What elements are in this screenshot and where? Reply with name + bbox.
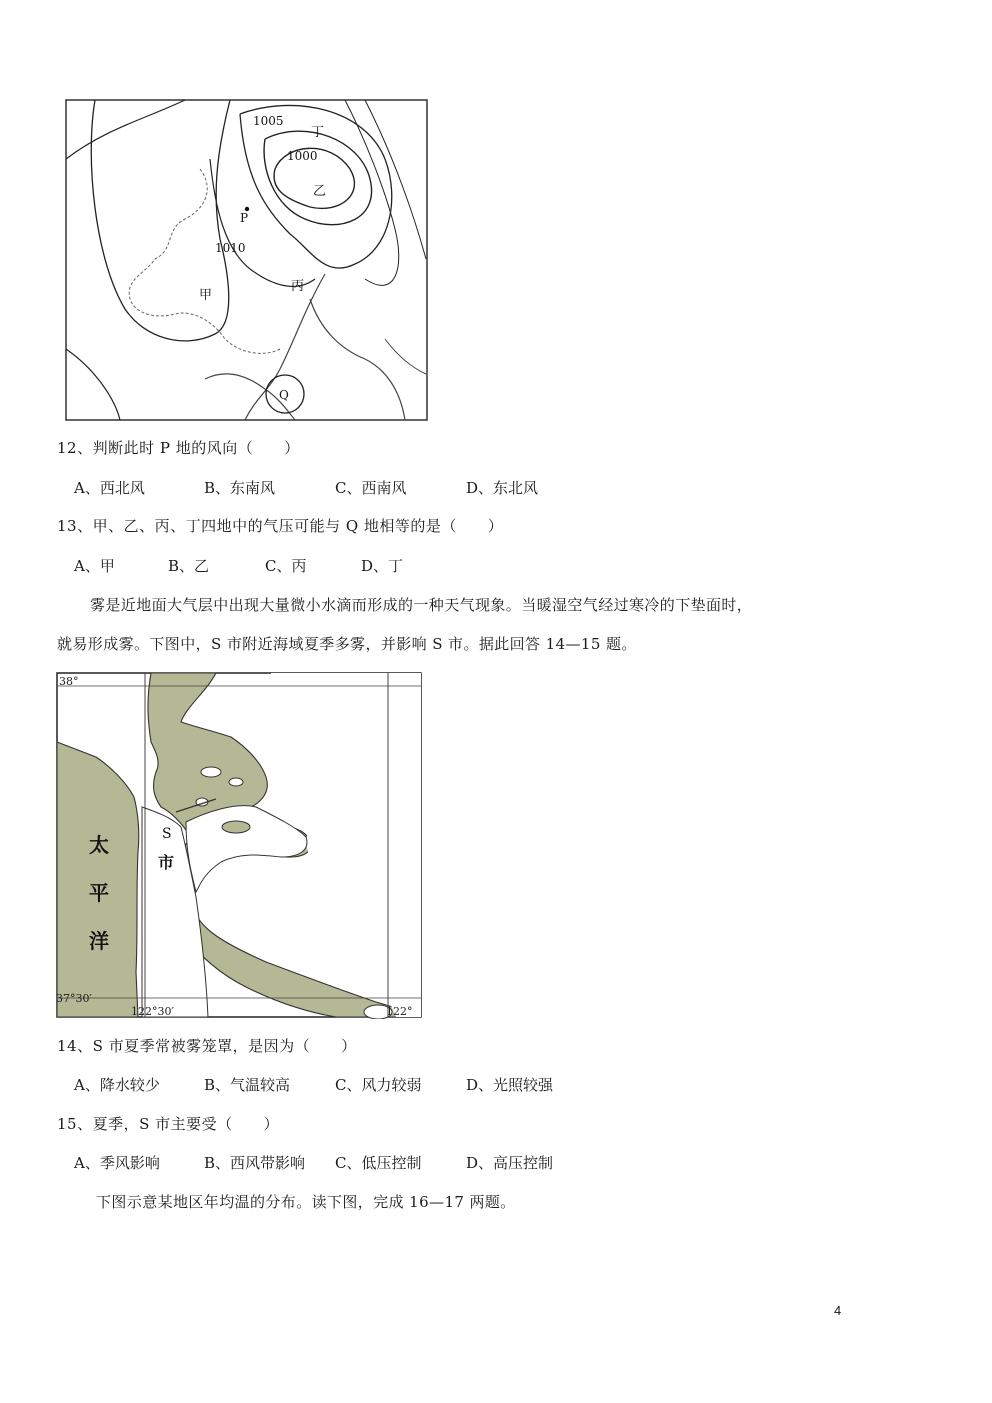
place-label-yi: 乙 (313, 184, 327, 199)
isobar-label-1010: 1010 (215, 241, 246, 255)
question-12-stem: 12、判断此时 P 地的风向（ ） (57, 439, 300, 457)
place-label-q: Q (279, 388, 289, 402)
isobar-map (65, 99, 429, 422)
page-number: 4 (834, 1303, 842, 1318)
question-13-option-b[interactable]: B、乙 (168, 557, 210, 575)
question-13-option-c[interactable]: C、丙 (265, 557, 307, 575)
lon-label-right: 122° (386, 1005, 413, 1018)
fog-intro-line-2: 就易形成雾。下图中，S 市附近海域夏季多雾，并影响 S 市。据此回答 14—15 题。 (57, 635, 637, 653)
question-12-option-b[interactable]: B、东南风 (204, 479, 276, 497)
lat-label-bottom: 37°30′ (56, 992, 92, 1005)
city-label-shi: 市 (158, 853, 175, 872)
place-label-bing: 丙 (291, 279, 305, 294)
lon-label-left: 122°30′ (131, 1005, 174, 1018)
question-12-option-c[interactable]: C、西南风 (335, 479, 407, 497)
place-label-p: P (240, 211, 249, 225)
s-city-map (56, 672, 423, 1019)
city-label-s: S (162, 826, 172, 842)
temp-intro-line: 下图示意某地区年均温的分布。读下图，完成 16—17 两题。 (96, 1193, 516, 1211)
question-15-option-b[interactable]: B、西风带影响 (204, 1154, 306, 1172)
question-13-stem: 13、甲、乙、丙、丁四地中的气压可能与 Q 地相等的是（ ） (57, 517, 504, 535)
lat-label-top: 38° (59, 675, 79, 688)
question-15-option-c[interactable]: C、低压控制 (335, 1154, 422, 1172)
ocean-label-char-1: 太 (89, 833, 109, 857)
question-14-option-a[interactable]: A、降水较少 (74, 1076, 160, 1094)
question-12-option-d[interactable]: D、东北风 (466, 479, 539, 497)
question-14-stem: 14、S 市夏季常被雾笼罩，是因为（ ） (57, 1037, 357, 1055)
ocean-label-char-3: 洋 (89, 929, 109, 953)
question-15-option-d[interactable]: D、高压控制 (466, 1154, 554, 1172)
question-13-option-d[interactable]: D、丁 (361, 557, 404, 575)
isobar-label-1000: 1000 (287, 149, 318, 163)
place-label-ding: 丁 (311, 125, 325, 140)
question-13-option-a[interactable]: A、甲 (74, 557, 115, 575)
place-label-jia: 甲 (199, 288, 213, 303)
isobar-label-1005: 1005 (253, 114, 284, 128)
question-14-option-d[interactable]: D、光照较强 (466, 1076, 554, 1094)
question-14-option-b[interactable]: B、气温较高 (204, 1076, 291, 1094)
ocean-label-char-2: 平 (89, 881, 109, 905)
question-14-option-c[interactable]: C、风力较弱 (335, 1076, 422, 1094)
question-12-option-a[interactable]: A、西北风 (74, 479, 145, 497)
fog-intro-line-1: 雾是近地面大气层中出现大量微小水滴而形成的一种天气现象。当暖湿空气经过寒冷的下垫面时， (90, 596, 753, 614)
question-15-option-a[interactable]: A、季风影响 (74, 1154, 160, 1172)
question-15-stem: 15、夏季，S 市主要受（ ） (57, 1115, 280, 1133)
